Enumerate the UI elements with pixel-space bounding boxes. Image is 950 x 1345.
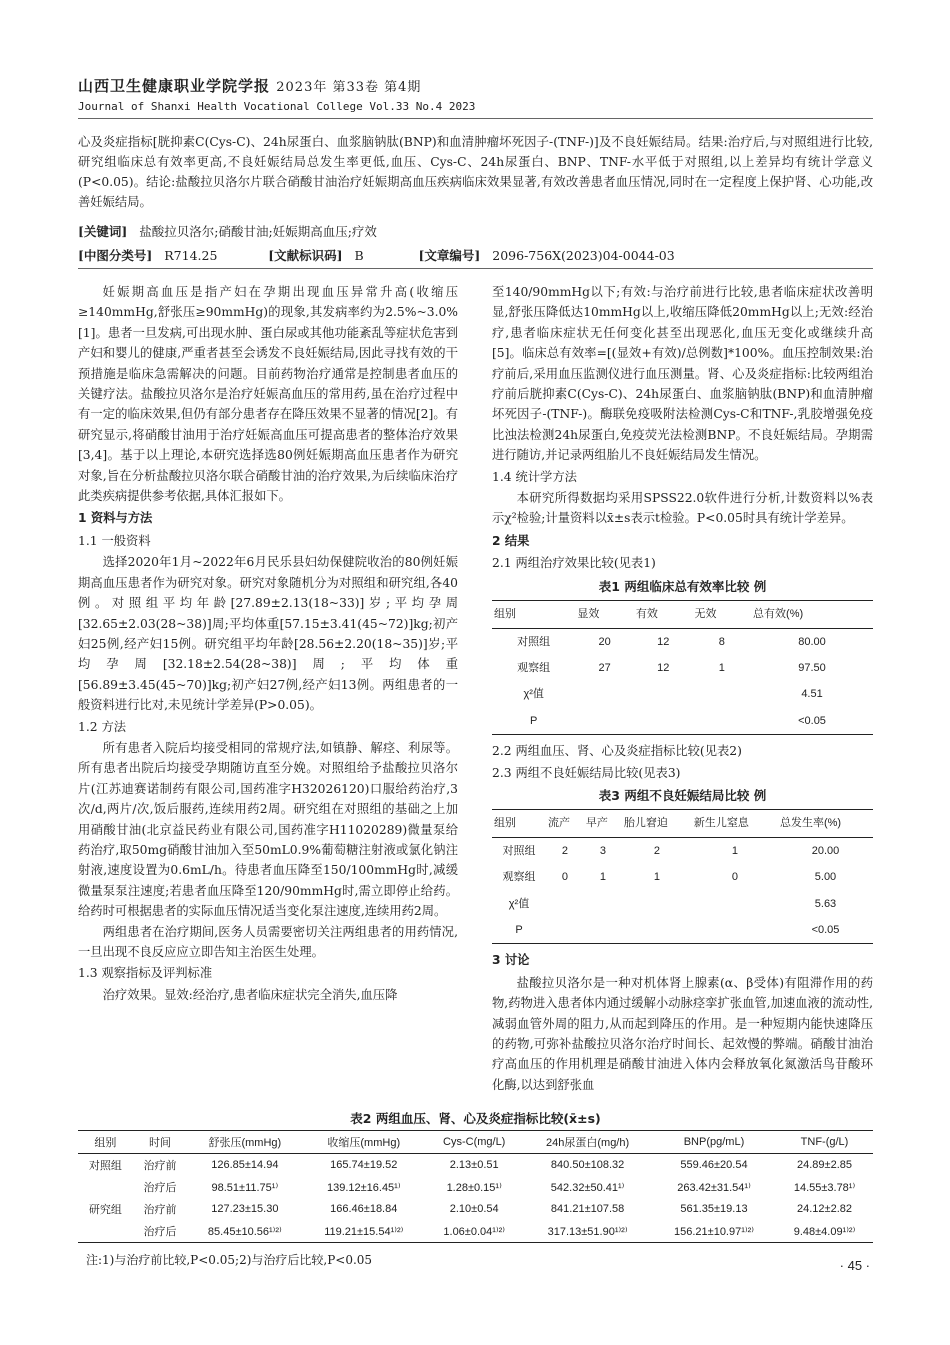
t3-cell [584, 917, 622, 944]
t3-cell: <0.05 [778, 917, 873, 944]
t1-cell: 观察组 [517, 661, 551, 674]
t2-cell: 1.28±0.15¹⁾ [446, 1181, 502, 1194]
t3-cell [546, 891, 584, 917]
t2-cell: 治疗后 [133, 1220, 188, 1243]
table-row [492, 864, 873, 890]
keywords-line [78, 222, 873, 240]
table-row [492, 708, 873, 735]
t2-cell [78, 1220, 133, 1243]
t2-cell: 85.45±10.56¹⁾²⁾ [187, 1220, 302, 1243]
t2-cell: 559.46±20.54 [680, 1159, 748, 1171]
section-3-paragraph: 盐酸拉贝洛尔是一种对机体肾上腺素(α、β受体)有阻滞作用的药物,药物进入患者体内通过缓解小动脉痉挛扩张血管,加速血液的流动性,减弱血管外周的阻力,从而起到降压的作用。是一种短期内能快速降压的药物,可弥补盐酸拉贝洛尔治疗时间长、起效慢的弊端。硝酸甘油治疗高血压的作用机理是硝酸甘油进入体内会释放氧化氮激活鸟苷酸环化酶,以达到舒张血 [492, 975, 873, 1092]
table-row [78, 1154, 873, 1177]
section-1-heading: 1 资料与方法 [78, 511, 153, 526]
article-value: 2096-756X(2023)04-0044-03 [492, 248, 675, 263]
t1-cell: 1 [718, 661, 725, 674]
section-1-4-heading: 1.4 统计学方法 [492, 469, 577, 484]
page-number: · 45 · [839, 1258, 870, 1273]
t2-cell: 24.89±2.85 [797, 1159, 852, 1171]
t3-cell: 0 [731, 871, 738, 884]
section-1-2-heading: 1.2 方法 [78, 719, 127, 734]
table-row [492, 837, 873, 864]
t3-cell [622, 917, 692, 944]
t2-cell: 9.48±4.09¹⁾²⁾ [776, 1220, 873, 1243]
t3-cell [546, 917, 584, 944]
t3-col-group: 组别 [492, 810, 546, 837]
journal-title-en: Journal of Shanxi Health Vocational College Vol.33 No.4 2023 [78, 100, 476, 113]
t3-cell: 3 [599, 844, 606, 857]
keywords-label: [关键词] [78, 224, 128, 239]
table-2-note: 注:1)与治疗前比较,P<0.05;2)与治疗后比较,P<0.05 [86, 1253, 373, 1267]
t2-cell [78, 1176, 133, 1198]
section-1-1-heading: 1.1 一般资料 [78, 533, 151, 548]
classification-line [78, 246, 873, 264]
table-row [78, 1176, 873, 1198]
table-row [78, 1198, 873, 1220]
t3-cell: 2 [561, 844, 569, 857]
table-row [492, 681, 873, 707]
t1-col-effective: 有效 [634, 601, 693, 628]
table-2 [78, 1130, 873, 1243]
t2-cell: 561.35±19.13 [680, 1203, 748, 1215]
t3-cell: P [492, 917, 546, 944]
header-rule [78, 118, 873, 119]
table-3 [492, 809, 873, 944]
clc-label: [中图分类号] [78, 248, 153, 263]
t2-cell: 2.13±0.51 [449, 1159, 499, 1171]
t1-col-marked: 显效 [575, 601, 634, 628]
t1-col-group: 组别 [492, 601, 575, 628]
t2-cell: 24.12±2.82 [797, 1203, 852, 1215]
intro-paragraph: 妊娠期高血压是指产妇在孕期出现血压异常升高(收缩压≥140mmHg,舒张压≥90mmHg)的现象,其发病率约为2.5%~3.0%[1]。患者一旦发病,可出现水肿、蛋白尿或其他功能紊乱等症状危害到产妇和婴儿的健康,严重者甚至会诱发不良妊娠结局,因此寻找有效的干预措施是临床急需解决的问题。目前药物治疗通常是控制患者血压的关键疗法。盐酸拉贝洛尔是治疗妊娠高血压的常用药,虽在治疗过程中有一定的临床效果,但仍有部分患者存在降压效果不显著的情况[2]。有研究显示,将硝酸甘油用于治疗妊娠高血压可提高患者的整体治疗效果[3,4]。基于以上理论,本研究选择选80例妊娠期高血压患者作为研究对象,旨在分析盐酸拉贝洛尔联合硝酸甘油的治疗效果,为后续临床治疗此类疾病提供参考依据,具体汇报如下。 [78, 285, 458, 504]
section-1-3-heading: 1.3 观察指标及评判标准 [78, 966, 213, 981]
left-column [78, 282, 458, 1005]
t2-cell: 165.74±19.52 [330, 1159, 398, 1171]
t2-col-urine-protein: 24h尿蛋白(mg/h) [523, 1131, 652, 1154]
t2-col-group: 组别 [78, 1131, 133, 1154]
t1-cell: 对照组 [517, 635, 551, 648]
t2-col-bnp: BNP(pg/mL) [652, 1131, 776, 1154]
t3-col-asphyxia: 新生儿窒息 [692, 810, 778, 837]
t2-cell: 542.32±50.41¹⁾ [550, 1181, 625, 1194]
section-2-3-heading: 2.3 两组不良妊娠结局比较(见表3) [492, 765, 681, 780]
t1-cell: 97.50 [798, 661, 826, 674]
section-1-4-paragraph: 本研究所得数据均采用SPSS22.0软件进行分析,计数资料以%表示χ²检验;计量资料以x̄±s表示t检验。P<0.05时具有统计学差异。 [492, 491, 873, 526]
t2-cell: 治疗前 [143, 1160, 177, 1172]
t2-cell: 14.55±3.78¹⁾ [793, 1181, 856, 1194]
t1-cell [575, 708, 634, 735]
t2-cell: 98.51±11.75¹⁾ [211, 1181, 279, 1194]
t1-cell [634, 708, 693, 735]
t2-col-diastolic: 舒张压(mmHg) [187, 1131, 302, 1154]
t2-cell: 119.21±15.54¹⁾²⁾ [302, 1220, 425, 1243]
t1-cell: 8 [718, 635, 725, 648]
t2-col-tnf: TNF-(g/L) [776, 1131, 873, 1154]
doc-label: [文献标识码] [268, 248, 343, 263]
t3-col-distress: 胎儿窘迫 [622, 810, 692, 837]
t3-col-preterm: 早产 [584, 810, 622, 837]
t2-col-time: 时间 [133, 1131, 188, 1154]
t2-col-systolic: 收缩压(mmHg) [302, 1131, 425, 1154]
doc-value: B [354, 248, 364, 263]
table-row [492, 655, 873, 681]
t1-cell: <0.05 [751, 708, 873, 735]
table-row [492, 628, 873, 655]
t2-cell: 研究组 [88, 1204, 122, 1216]
section-1-3-continued: 至140/90mmHg以下;有效:与治疗前进行比较,患者临床症状改善明显,舒张压降低达10mmHg以上,收缩压降低20mmHg以上;无效:经治疗,患者临床症状无任何变化甚至出现恶化,血压无变化或继续升高[5]。临床总有效率=[(显效+有效)/总例数]*100%。血压控制效果:治疗前后,采用血压监测仪进行血压测量。肾、心及炎症指标:比较两组治疗前后胱抑素C(Cys-C)、24h尿蛋白、血浆脑钠肽(BNP)和血清肿瘤坏死因子-(TNF-)。酶联免疫吸附法检测Cys-C和TNF-,乳胶增强免疫比浊法检测24h尿蛋白,免疫荧光法检测BNP。不良妊娠结局。孕期需进行随访,并记录两组胎儿不良妊娠结局发生情况。 [492, 285, 873, 463]
t3-cell: 1 [653, 871, 660, 884]
t2-cell: 139.12±16.45¹⁾ [326, 1181, 401, 1194]
t2-cell: 1.06±0.04¹⁾²⁾ [425, 1220, 523, 1243]
section-1-1-paragraph: 选择2020年1月~2022年6月民乐县妇幼保健院收治的80例妊娠期高血压患者作为研究对象。研究对象随机分为对照组和研究组,各40例。对照组平均年龄[27.89±2.13(18~33)]岁;平均孕周[32.65±2.03(28~38)]周;平均体重[57.15±3.41(45~72)]kg;初产妇25例,经产妇15例。研究组平均年龄[28.56±2.20(18~35)]岁;平均孕周[32.18±2.54(28~38)]周;平均体重[56.89±3.45(45~70)]kg;初产妇27例,经产妇13例。两组患者的一般资料进行比对,未见统计学差异(P>0.05)。 [78, 555, 458, 713]
t2-cell: 127.23±15.30 [211, 1203, 279, 1215]
right-column [492, 282, 873, 1095]
t3-cell [692, 917, 778, 944]
section-2-2-heading: 2.2 两组血压、肾、心及炎症指标比较(见表2) [492, 744, 742, 759]
t3-cell [692, 891, 778, 917]
clc-value: R714.25 [164, 248, 218, 263]
section-1-2-paragraph-b: 两组患者在治疗期间,医务人员需要密切关注两组患者的用药情况,一旦出现不良反应应立即告知主治医生处理。 [78, 924, 458, 959]
t2-cell: 126.85±14.94 [211, 1159, 279, 1171]
t2-cell: 156.21±10.97¹⁾²⁾ [652, 1220, 776, 1243]
table-2-caption: 表2 两组血压、肾、心及炎症指标比较(x̄±s) [350, 1111, 601, 1126]
t3-cell: 1 [599, 871, 606, 884]
t2-cell: 841.21±107.58 [550, 1203, 625, 1215]
t3-cell: 0 [561, 871, 569, 884]
t2-cell: 治疗前 [143, 1204, 177, 1216]
t3-col-abortion: 流产 [546, 810, 584, 837]
section-2-heading: 2 结果 [492, 533, 530, 548]
t2-col-cysc: Cys-C(mg/L) [425, 1131, 523, 1154]
section-3-heading: 3 讨论 [492, 953, 530, 968]
t3-cell [584, 891, 622, 917]
running-header [78, 75, 475, 113]
t1-cell: 12 [657, 635, 670, 648]
t1-cell: P [492, 708, 575, 735]
t3-cell: 20.00 [811, 844, 840, 857]
abstract-text: 心及炎症指标[胱抑素C(Cys-C)、24h尿蛋白、血浆脑钠肽(BNP)和血清肿瘤坏死因子-(TNF-)]及不良妊娠结局。结果:治疗后,与对照组进行比较,研究组临床总有效率更高,不良妊娠结局总发生率更低,血压、Cys-C、24h尿蛋白、BNP、TNF-水平低于对照组,以上差异均有统计学意义(P<0.05)。结论:盐酸拉贝洛尔片联合硝酸甘油治疗妊娠期高血压疾病临床效果显著,有效改善患者血压情况,同时在一定程度上保护肾、心功能,改善妊娠结局。 [78, 135, 873, 209]
t1-cell [575, 681, 634, 707]
t2-cell: 840.50±108.32 [550, 1159, 625, 1171]
t1-col-ineffective: 无效 [692, 601, 751, 628]
table-row [78, 1220, 873, 1243]
t2-cell: 对照组 [88, 1160, 122, 1172]
t3-cell: 5.00 [814, 871, 837, 884]
table-2-block [78, 1106, 873, 1268]
t2-cell: 263.42±31.54¹⁾ [677, 1181, 751, 1194]
table-3-caption: 表3 两组不良妊娠结局比较 例 [598, 787, 767, 803]
section-1-3-paragraph: 治疗效果。显效:经治疗,患者临床症状完全消失,血压降 [102, 987, 398, 1002]
t3-cell: 2 [653, 844, 660, 857]
t1-cell: χ²值 [523, 688, 544, 701]
t3-col-total: 总发生率(%) [778, 810, 873, 837]
journal-title-cn: 山西卫生健康职业学院学报 [78, 77, 271, 95]
t1-cell: 12 [657, 661, 670, 674]
table-1-caption: 表1 两组临床总有效率比较 例 [598, 578, 767, 594]
t2-cell: 治疗后 [143, 1182, 177, 1194]
table-1 [492, 600, 873, 735]
t1-cell: 80.00 [798, 635, 826, 648]
t3-cell: 对照组 [502, 844, 536, 857]
meta-rule [78, 268, 873, 269]
t1-cell [692, 681, 751, 707]
t2-cell: 2.10±0.54 [449, 1203, 499, 1215]
t1-cell [634, 681, 693, 707]
keywords: 盐酸拉贝洛尔;硝酸甘油;妊娠期高血压;疗效 [139, 224, 377, 239]
t1-cell [692, 708, 751, 735]
article-label: [文章编号] [418, 248, 481, 263]
t3-cell: 观察组 [502, 871, 536, 884]
t1-col-total: 总有效(%) [751, 601, 873, 628]
t3-cell: 1 [731, 844, 738, 857]
section-1-2-paragraph-a: 所有患者入院后均接受相同的常规疗法,如镇静、解痉、利尿等。所有患者出院后均接受孕期随访直至分娩。对照组给予盐酸拉贝洛尔片(江苏迪赛诺制药有限公司,国药准字H32026120)口服给药治疗,3次/d,两片/次,饭后服药,连续用药2周。研究组在对照组的基础之上加用硝酸甘油(北京益民药业有限公司,国药准字H11020289)微量泵给药治疗,取50mg硝酸甘油加入至50mL0.9%葡萄糖注射液或氯化钠注射液,速度设置为0.6mL/h。待患者血压降至150/100mmHg时,减缓微量泵泵注速度;若患者血压降至120/90mmHg时,需立即停止给药。给药时可根据患者的实际血压情况适当变化泵注速度,连续用药2周。 [78, 740, 458, 919]
table-row [492, 891, 873, 917]
t3-cell: χ²值 [508, 897, 530, 910]
t1-cell: 4.51 [801, 688, 823, 701]
section-2-1-heading: 2.1 两组治疗效果比较(见表1) [492, 556, 656, 571]
t2-cell: 166.46±18.84 [330, 1203, 398, 1215]
t3-cell [622, 891, 692, 917]
t3-cell: 5.63 [814, 897, 837, 910]
issue-cn: 2023年 第33卷 第4期 [276, 80, 422, 95]
t2-cell: 317.13±51.90¹⁾²⁾ [523, 1220, 652, 1243]
t1-cell: 20 [598, 635, 611, 648]
t1-cell: 27 [598, 661, 611, 674]
table-row [492, 917, 873, 944]
